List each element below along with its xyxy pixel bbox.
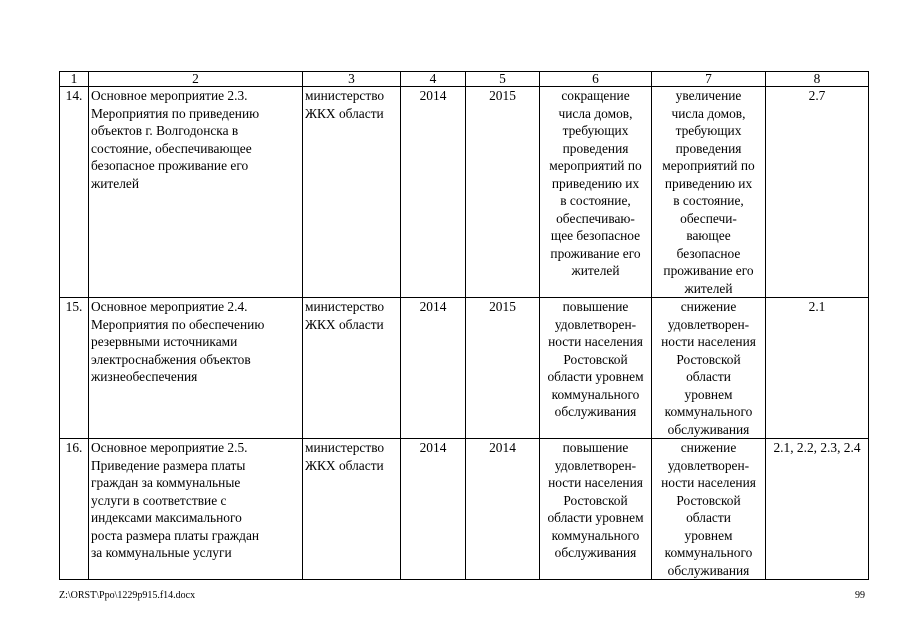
executor: министерство ЖКХ области — [303, 439, 401, 580]
expected-result: сокращение числа домов, требующих проведения мероприятий по приведению их в состояние, обеспечиваю- щее безопасное проживание его жителей — [540, 87, 652, 298]
non-implementation-consequence: снижение удовлетворен- ности населения Ростовской области уровнем коммунального обслуживания — [652, 439, 766, 580]
table-row — [60, 439, 869, 580]
column-number: 2 — [89, 72, 303, 87]
related-indicators: 2.1, 2.2, 2.3, 2.4 — [766, 439, 869, 580]
column-number: 8 — [766, 72, 869, 87]
non-implementation-consequence: увеличение числа домов, требующих проведения мероприятий по приведению их в состояние, обеспечи- вающее безопасное проживание его жителей — [652, 87, 766, 298]
start-year: 2014 — [401, 87, 466, 298]
executor: министерство ЖКХ области — [303, 298, 401, 439]
start-year: 2014 — [401, 439, 466, 580]
activity-name: Основное мероприятие 2.3. Мероприятия по приведению объектов г. Волгодонска в состояние, обеспечивающее безопасное проживание его жителей — [89, 87, 303, 298]
column-number: 6 — [540, 72, 652, 87]
expected-result: повышение удовлетворен- ности населения Ростовской области уровнем коммунального обслуживания — [540, 439, 652, 580]
program-table — [59, 71, 869, 580]
page-number: 99 — [855, 590, 865, 601]
column-number: 7 — [652, 72, 766, 87]
column-number: 4 — [401, 72, 466, 87]
expected-result: повышение удовлетворен- ности населения Ростовской области уровнем коммунального обслуживания — [540, 298, 652, 439]
end-year: 2015 — [466, 87, 540, 298]
related-indicators: 2.1 — [766, 298, 869, 439]
footer-file-path: Z:\ORST\Ppo\1229p915.f14.docx — [59, 590, 196, 601]
end-year: 2014 — [466, 439, 540, 580]
row-number: 16. — [60, 439, 89, 580]
table-row — [60, 298, 869, 439]
row-number: 14. — [60, 87, 89, 298]
executor: министерство ЖКХ области — [303, 87, 401, 298]
activity-name: Основное мероприятие 2.4. Мероприятия по обеспечению резервными источниками электроснабжения объектов жизнеобеспечения — [89, 298, 303, 439]
activity-name: Основное мероприятие 2.5. Приведение размера платы граждан за коммунальные услуги в соответствие с индексами максимального роста размера платы граждан за коммунальные услуги — [89, 439, 303, 580]
row-number: 15. — [60, 298, 89, 439]
column-number-row — [60, 72, 869, 87]
column-number: 3 — [303, 72, 401, 87]
table-row — [60, 87, 869, 298]
end-year: 2015 — [466, 298, 540, 439]
column-number: 5 — [466, 72, 540, 87]
column-number: 1 — [60, 72, 89, 87]
start-year: 2014 — [401, 298, 466, 439]
non-implementation-consequence: снижение удовлетворен- ности населения Ростовской области уровнем коммунального обслуживания — [652, 298, 766, 439]
related-indicators: 2.7 — [766, 87, 869, 298]
